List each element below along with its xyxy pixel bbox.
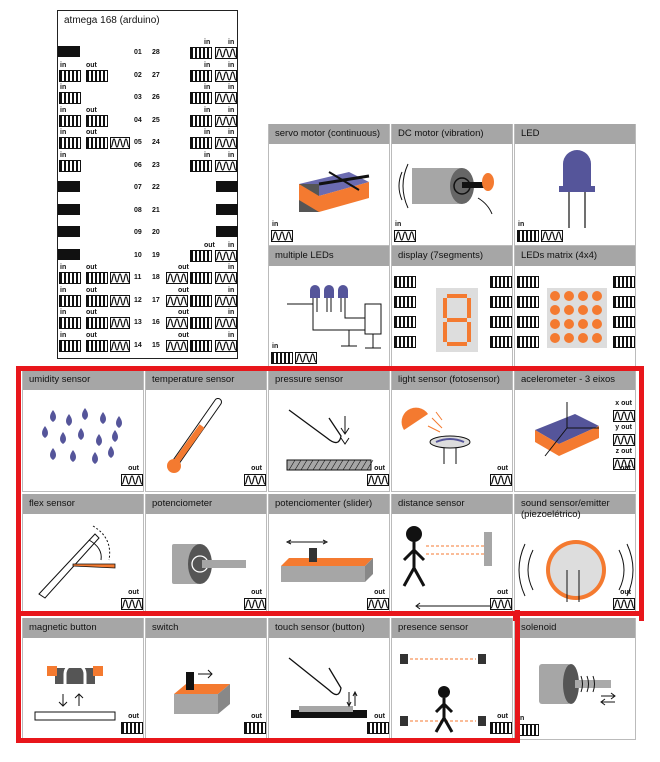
out-label: out <box>204 241 215 249</box>
analog-signal-icon <box>110 317 130 329</box>
analog-input-icon <box>271 230 293 242</box>
pin-row <box>58 106 239 129</box>
component-card-multileds <box>268 246 390 368</box>
digital-signal-icon <box>86 272 108 284</box>
in-label: in <box>228 106 235 114</box>
digital-signal-icon <box>517 296 539 308</box>
digital-signal-icon <box>517 336 539 348</box>
pin-number-left: 08 <box>134 206 142 214</box>
power-pin-block <box>58 204 80 215</box>
analog-signal-icon <box>215 272 237 284</box>
servo-illustration <box>269 124 391 246</box>
multileds-illustration <box>269 246 391 368</box>
digital-signal-icon <box>517 316 539 328</box>
pin-number-right: 28 <box>152 49 160 56</box>
analog-input-icon <box>394 230 416 242</box>
analog-signal-icon <box>215 47 237 59</box>
in-label: in <box>60 84 67 91</box>
digital-signal-icon <box>86 317 108 329</box>
out-label: out <box>178 286 189 294</box>
pin-row <box>58 131 239 151</box>
digital-signal-icon <box>86 295 108 307</box>
in-label: in <box>60 331 67 339</box>
digital-signal-icon <box>490 296 512 308</box>
pin-row <box>58 311 239 331</box>
analog-input-icon <box>295 352 317 364</box>
card-title: sound sensor/emitter (piezoelétrico) <box>521 498 610 520</box>
in-label: in <box>228 39 235 46</box>
in-label: in <box>228 241 235 249</box>
pin-number-right: 24 <box>152 139 160 146</box>
in-label: in <box>60 264 67 271</box>
digital-signal-icon <box>190 250 212 262</box>
digital-signal-icon <box>613 296 635 308</box>
digital-signal-icon <box>190 47 212 59</box>
power-pin-block <box>58 249 80 260</box>
pin-number-right: 16 <box>152 319 160 326</box>
component-card-servo <box>268 124 390 246</box>
in-label: in <box>228 331 235 339</box>
card-title: pressure sensor <box>275 374 344 385</box>
pin-row <box>58 331 239 354</box>
analog-signal-icon <box>215 70 237 82</box>
power-pin-block <box>216 181 238 192</box>
digital-signal-icon <box>59 272 81 284</box>
digital-signal-icon <box>190 92 212 104</box>
out-label: out <box>251 465 262 472</box>
out-label: out <box>86 286 97 294</box>
analog-input-icon <box>541 230 563 242</box>
digital-signal-icon <box>394 316 416 328</box>
digital-signal-icon <box>59 70 81 82</box>
in-label: in <box>228 129 235 136</box>
component-card-display <box>391 246 513 368</box>
analog-signal-icon <box>215 115 237 127</box>
pin-number-right: 22 <box>152 184 160 191</box>
out-label: out <box>620 465 631 472</box>
in-label: in <box>60 309 67 316</box>
card-title: flex sensor <box>29 498 75 509</box>
digital-signal-icon <box>190 317 212 329</box>
in-label: in <box>60 61 67 69</box>
digital-signal-icon <box>59 295 81 307</box>
card-title: display (7segments) <box>398 250 484 261</box>
digital-signal-icon <box>394 336 416 348</box>
pin-row <box>58 221 239 241</box>
pin-row <box>58 176 239 196</box>
analog-signal-icon <box>110 272 130 284</box>
power-pin-block <box>216 204 238 215</box>
digital-signal-icon <box>190 137 212 149</box>
out-label: out <box>374 465 385 472</box>
digital-signal-icon <box>613 316 635 328</box>
in-label: in <box>204 84 211 91</box>
analog-signal-icon <box>215 92 237 104</box>
digital-input-icon <box>517 724 539 736</box>
digital-signal-icon <box>86 70 108 82</box>
out-label: out <box>86 264 97 271</box>
in-label: in <box>204 151 211 159</box>
pin-number-left: 14 <box>134 341 142 349</box>
button-group-outline <box>16 610 520 743</box>
digital-signal-icon <box>59 92 81 104</box>
digital-signal-icon <box>394 276 416 288</box>
in-label: in <box>228 309 235 316</box>
solenoid-illustration <box>515 618 637 740</box>
out-label: out <box>497 713 508 720</box>
card-title: switch <box>152 622 179 633</box>
axis-out-label: z out <box>615 448 632 455</box>
digital-signal-icon <box>517 276 539 288</box>
out-label: out <box>251 713 262 720</box>
in-label: in <box>204 39 211 46</box>
pin-number-left: 04 <box>134 116 142 124</box>
pin-number-right: 25 <box>152 116 160 124</box>
digital-signal-icon <box>59 317 81 329</box>
digital-input-icon <box>271 352 293 364</box>
in-label: in <box>228 84 235 91</box>
out-label: out <box>86 331 97 339</box>
pin-number-right: 15 <box>152 341 160 349</box>
card-title: acelerometer - 3 eixos <box>521 374 615 385</box>
analog-signal-icon <box>166 272 188 284</box>
in-label: in <box>204 106 211 114</box>
card-title: LED <box>521 128 540 139</box>
digital-signal-icon <box>59 137 81 149</box>
component-card-led <box>514 124 636 246</box>
chip-title: atmega 168 (arduino) <box>64 15 160 26</box>
in-label: in <box>60 106 67 114</box>
axis-out-label: x out <box>615 400 632 407</box>
out-label: out <box>374 589 385 596</box>
digital-signal-icon <box>59 115 81 127</box>
out-label: out <box>178 264 189 271</box>
digital-signal-icon <box>190 115 212 127</box>
digital-input-icon <box>517 230 539 242</box>
card-title: potenciomenter (slider) <box>275 498 373 509</box>
out-label: out <box>178 331 189 339</box>
in-label: in <box>272 221 279 228</box>
digital-signal-icon <box>86 115 108 127</box>
card-title: touch sensor (button) <box>275 622 365 633</box>
led-illustration <box>515 124 637 246</box>
in-label: in <box>228 286 235 294</box>
power-pin-block <box>58 46 80 57</box>
analog-signal-icon <box>215 295 237 307</box>
digital-signal-icon <box>613 276 635 288</box>
analog-signal-icon <box>166 295 188 307</box>
out-label: out <box>497 589 508 596</box>
pin-number-right: 27 <box>152 71 160 79</box>
digital-signal-icon <box>490 276 512 288</box>
pin-row <box>58 266 239 286</box>
out-label: out <box>86 106 97 114</box>
pin-number-left: 07 <box>134 184 142 191</box>
sensor-group-outline <box>16 366 644 616</box>
pin-number-right: 26 <box>152 94 160 101</box>
pin-number-right: 21 <box>152 206 160 214</box>
analog-signal-icon <box>215 340 237 352</box>
digital-signal-icon <box>59 160 81 172</box>
in-label: in <box>60 151 67 159</box>
out-label: out <box>86 61 97 69</box>
digital-signal-icon <box>613 336 635 348</box>
card-title: light sensor (fotosensor) <box>398 374 500 385</box>
pin-number-left: 10 <box>134 251 142 259</box>
card-title: servo motor (continuous) <box>275 128 381 139</box>
card-title: solenoid <box>521 622 557 633</box>
pin-row <box>58 151 239 174</box>
out-label: out <box>497 465 508 472</box>
in-label: in <box>60 286 67 294</box>
pin-row <box>58 199 239 219</box>
card-title: temperature sensor <box>152 374 235 385</box>
in-label: in <box>60 129 67 136</box>
axis-out-label: y out <box>615 424 632 431</box>
out-label: out <box>374 713 385 720</box>
card-title: magnetic button <box>29 622 97 633</box>
pin-number-left: 02 <box>134 71 142 79</box>
analog-signal-icon <box>215 250 237 262</box>
card-title: multiple LEDs <box>275 250 334 261</box>
out-label: out <box>128 713 139 720</box>
digital-signal-icon <box>190 295 212 307</box>
component-card-solenoid <box>514 618 636 740</box>
analog-signal-icon <box>110 340 130 352</box>
digital-signal-icon <box>86 137 108 149</box>
card-title: LEDs matrix (4x4) <box>521 250 598 261</box>
card-title: DC motor (vibration) <box>398 128 484 139</box>
in-label: in <box>228 151 235 159</box>
analog-signal-icon <box>110 295 130 307</box>
pin-number-left: 12 <box>134 296 142 304</box>
in-label: in <box>228 264 235 271</box>
card-title: potenciometer <box>152 498 213 509</box>
analog-signal-icon <box>166 317 188 329</box>
analog-signal-icon <box>110 137 130 149</box>
card-title: presence sensor <box>398 622 469 633</box>
pin-number-right: 23 <box>152 161 160 169</box>
pin-number-left: 09 <box>134 229 142 236</box>
digital-signal-icon <box>490 316 512 328</box>
digital-signal-icon <box>86 340 108 352</box>
pin-number-left: 01 <box>134 49 142 56</box>
component-card-ledmatrix <box>514 246 636 368</box>
out-label: out <box>86 309 97 316</box>
pin-number-right: 17 <box>152 296 160 304</box>
digital-signal-icon <box>490 336 512 348</box>
in-label: in <box>204 129 211 136</box>
pin-row <box>58 41 239 61</box>
pin-number-left: 06 <box>134 161 142 169</box>
pin-row <box>58 286 239 309</box>
in-label: in <box>518 221 525 228</box>
card-title: umidity sensor <box>29 374 91 385</box>
power-pin-block <box>58 226 80 237</box>
atmega-chip-diagram <box>57 10 238 359</box>
pin-number-right: 20 <box>152 229 160 236</box>
analog-signal-icon <box>215 160 237 172</box>
pin-row <box>58 241 239 264</box>
in-label: in <box>518 715 525 722</box>
out-label: out <box>86 129 97 136</box>
pin-number-right: 19 <box>152 251 160 259</box>
pin-number-left: 11 <box>134 274 142 281</box>
pin-row <box>58 86 239 106</box>
dcmotor-illustration <box>392 124 514 246</box>
pin-number-left: 05 <box>134 139 142 146</box>
in-label: in <box>395 221 402 228</box>
in-label: in <box>272 343 279 350</box>
power-pin-block <box>216 226 238 237</box>
out-label: out <box>620 589 631 596</box>
in-label: in <box>228 61 235 69</box>
solenoid-divider <box>513 611 644 621</box>
out-label: out <box>128 589 139 596</box>
analog-signal-icon <box>215 317 237 329</box>
pin-number-right: 18 <box>152 274 160 281</box>
out-label: out <box>178 309 189 316</box>
card-title: distance sensor <box>398 498 465 509</box>
in-label: in <box>204 61 211 69</box>
pin-number-left: 03 <box>134 94 142 101</box>
out-label: out <box>251 589 262 596</box>
analog-signal-icon <box>166 340 188 352</box>
pin-row <box>58 61 239 84</box>
component-card-dcmotor <box>391 124 513 246</box>
out-label: out <box>128 465 139 472</box>
digital-signal-icon <box>190 160 212 172</box>
digital-signal-icon <box>190 340 212 352</box>
analog-signal-icon <box>215 137 237 149</box>
digital-signal-icon <box>59 340 81 352</box>
digital-signal-icon <box>190 70 212 82</box>
digital-signal-icon <box>394 296 416 308</box>
digital-signal-icon <box>190 272 212 284</box>
power-pin-block <box>58 181 80 192</box>
pin-number-left: 13 <box>134 319 142 326</box>
